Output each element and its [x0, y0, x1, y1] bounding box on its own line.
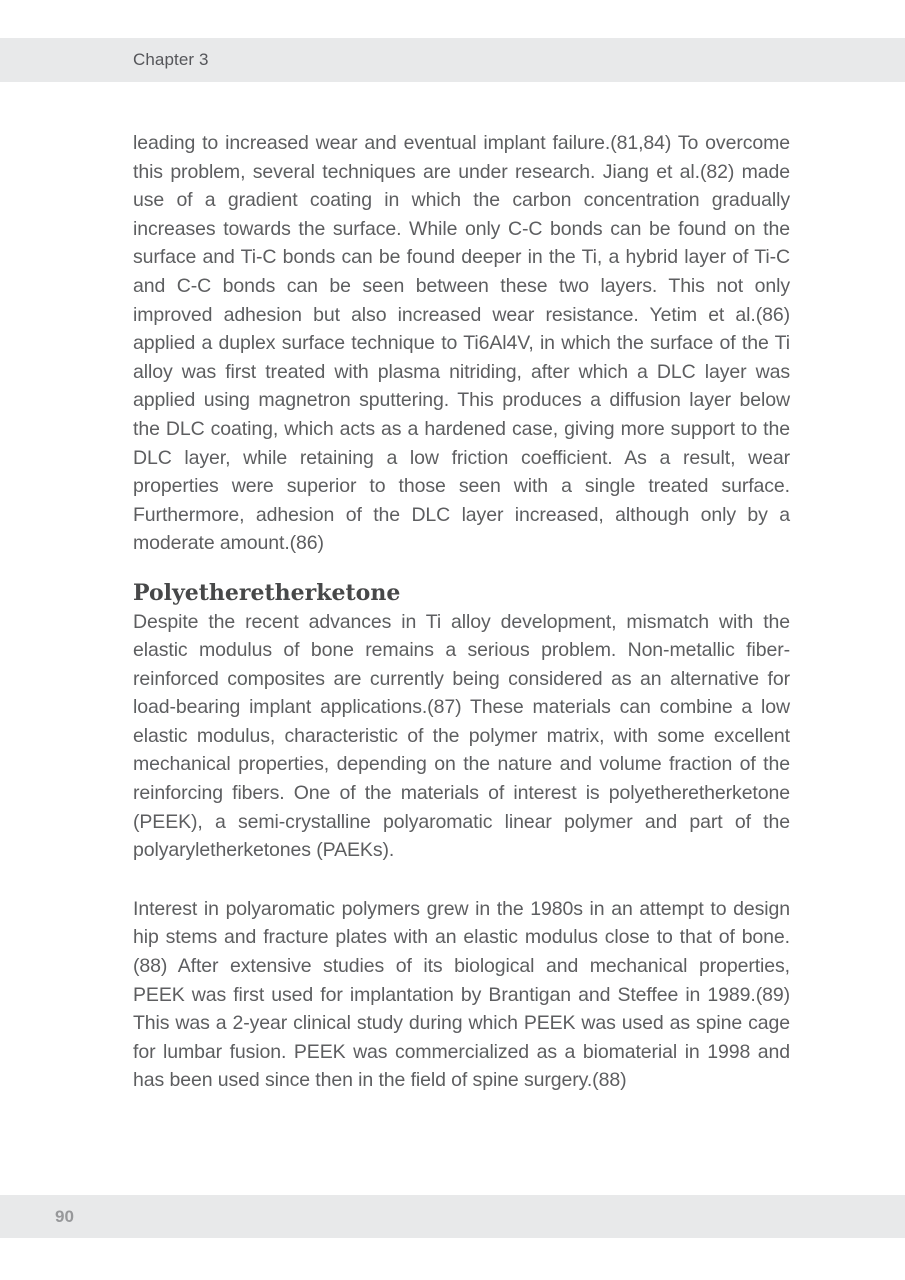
chapter-header-bar	[0, 38, 905, 82]
page-number: 90	[55, 1207, 74, 1226]
body-paragraph-1: leading to increased wear and eventual implant failure.(81,84) To overcome this problem, several techniques are under research. Jiang et al.(82) made use of a gradient coating in which the carbon concentration gradually increases towards the surface. While only C-C bonds can be found on the surface and Ti-C bonds can be found deeper in the Ti, a hybrid layer of Ti-C and C-C bonds can be seen between these two layers. This not only improved adhesion but also increased wear resistance. Yetim et al.(86) applied a duplex surface technique to Ti6Al4V, in which the surface of the Ti alloy was first treated with plasma nitriding, after which a DLC layer was applied using magnetron sputtering. This produces a diffusion layer below the DLC coating, which acts as a hardened case, giving more support to the DLC layer, while retaining a low friction coefficient. As a result, wear properties were superior to those seen with a single treated surface. Furthermore, adhesion of the DLC layer increased, although only by a moderate amount.(86)	[133, 132, 790, 555]
page-body	[133, 129, 790, 1095]
body-paragraph-2: Despite the recent advances in Ti alloy development, mismatch with the elastic modulus of bone remains a serious problem. Non-metallic fiber-reinforced composites are currently being considered as an alternative for load-bearing implant applications.(87) These materials can combine a low elastic modulus, characteristic of the polymer matrix, with some excellent mechanical properties, depending on the nature and volume fraction of the reinforcing fibers. One of the materials of interest is polyetheretherketone (PEEK), a semi-crystalline polyaromatic linear polymer and part of the polyaryletherketones (PAEKs).	[133, 610, 790, 862]
body-paragraph-3: Interest in polyaromatic polymers grew in the 1980s in an attempt to design hip stems and fracture plates with an elastic modulus close to that of bone.(88) After extensive studies of its biological and mechanical properties, PEEK was first used for implantation by Brantigan and Steffee in 1989.(89) This was a 2-year clinical study during which PEEK was used as spine cage for lumbar fusion. PEEK was commercialized as a biomaterial in 1998 and has been used since then in the field of spine surgery.(88)	[133, 897, 790, 1092]
page-footer-bar	[0, 1195, 905, 1238]
section-heading: Polyetheretherketone	[133, 579, 401, 606]
chapter-label: Chapter 3	[133, 50, 209, 69]
